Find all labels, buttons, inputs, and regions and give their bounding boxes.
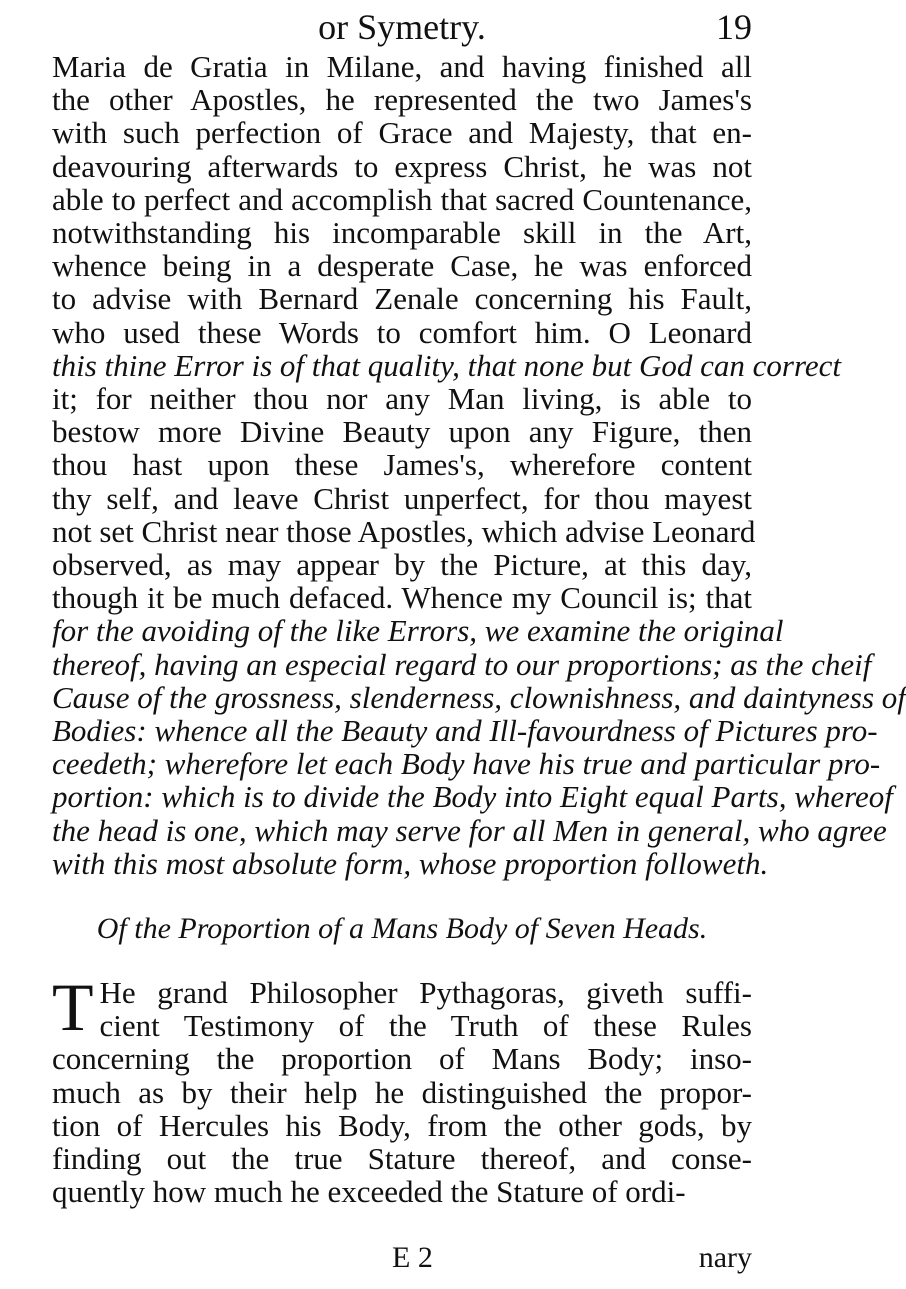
text-line: Bodies: whence all the Beauty and Ill-favourdness of Pictures pro- [52, 713, 878, 749]
text-line: the head is one, which may serve for all Men in general, who agree [52, 812, 887, 848]
text-line: with such perfection of Grace and Majesty, that en- [52, 115, 752, 151]
text-line: quently how much he exceeded the Stature of ordi- [52, 1174, 686, 1210]
text-line: to advise with Bernard Zenale concerning his Fault, [52, 281, 752, 317]
text-line: whence being in a desperate Case, he was enforced [52, 248, 752, 284]
section-heading: Of the Proportion of a Mans Body of Seven Heads. [96, 912, 708, 946]
catchword: nary [698, 1241, 752, 1274]
signature-mark: E 2 [392, 1241, 433, 1274]
text-line: it; for neither thou nor any Man living, is able to [52, 381, 752, 417]
running-head: or Symetry. [318, 7, 486, 47]
text-line: ceedeth; wherefore let each Body have his true and particular pro- [52, 746, 881, 782]
drop-cap: T [52, 969, 94, 1046]
text-line: much as by their help he distinguished the propor- [52, 1074, 752, 1110]
text-line: this thine Error is of that quality, that none but God can correct [52, 347, 842, 383]
paragraph-2 [52, 969, 752, 1210]
text-line: finding out the true Stature thereof, and conse- [52, 1141, 752, 1177]
text-line: with this most absolute form, whose proportion followeth. [52, 845, 769, 881]
text-line: thereof, having an especial regard to our proportions; as the cheif [52, 646, 872, 682]
text-line: not set Christ near those Apostles, which advise Leonard [52, 513, 756, 549]
text-line: observed, as may appear by the Picture, at this day, [52, 547, 752, 583]
text-line: who used these Words to comfort him. O Leonard [52, 314, 752, 350]
text-line: for the avoiding of the like Errors, we examine the original [52, 613, 784, 649]
text-line: thou hast upon these James's, wherefore content [52, 447, 752, 483]
paragraph-2-lines [52, 969, 752, 1210]
text-line: able to perfect and accomplish that sacred Countenance, [52, 181, 752, 217]
text-line: Maria de Gratia in Milane, and having finished all [52, 49, 752, 84]
text-line: bestow more Divine Beauty upon any Figure, then [52, 414, 752, 450]
text-line: concerning the proportion of Mans Body; inso- [52, 1041, 752, 1077]
text-line: deavouring afterwards to express Christ, he was not [52, 148, 752, 184]
text-line: Cause of the grossness, slenderness, clownishness, and daintyness of [52, 679, 906, 715]
text-line: notwithstanding his incomparable skill in the Art, [52, 215, 752, 251]
text-line: He grand Philosopher Pythagoras, giveth suffi- [99, 975, 752, 1011]
text-line: the other Apostles, he represented the two James's [52, 82, 752, 118]
text-line: thy self, and leave Christ unperfect, for thou mayest [52, 480, 752, 516]
page-number: 19 [716, 7, 752, 47]
text-line: tion of Hercules his Body, from the other gods, by [52, 1107, 752, 1143]
page-header [52, 0, 752, 50]
text-line: portion: which is to divide the Body into Eight equal Parts, whereof [52, 779, 893, 815]
paragraph-1 [52, 49, 906, 881]
text-line: though it be much defaced. Whence my Council is; that [52, 580, 752, 616]
page-footer [52, 1241, 752, 1277]
text-line: cient Testimony of the Truth of these Rules [99, 1008, 752, 1044]
